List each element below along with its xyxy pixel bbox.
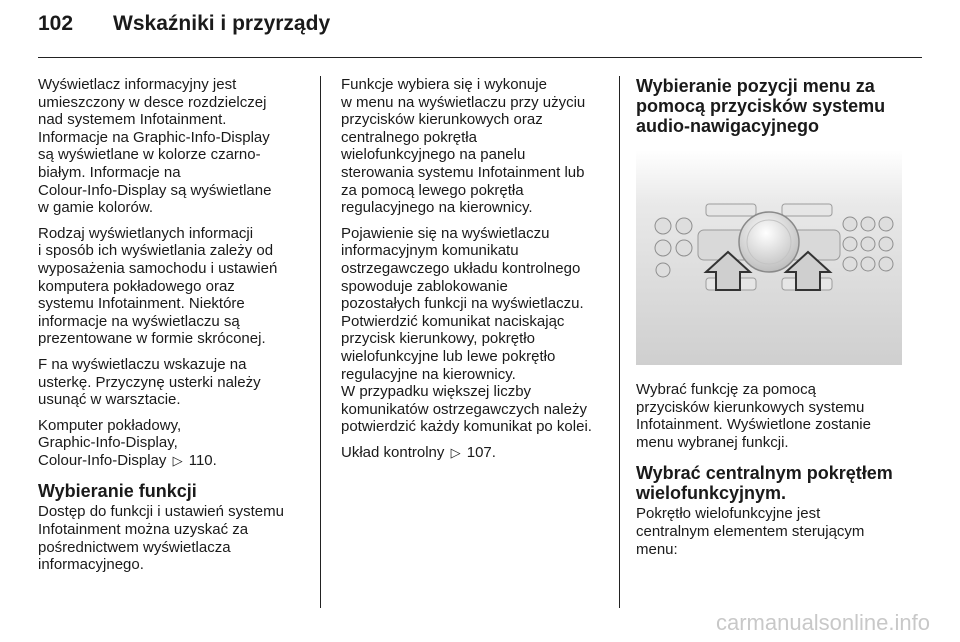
text-line: regulacyjne na kierownicy. [341,365,516,383]
text-line: w menu na wyświetlaczu przy użyciu [341,93,586,111]
paragraph [38,503,310,573]
text-line: za pomocą lewego pokrętła [341,181,524,199]
text-line: w gamie kolorów. [38,199,154,217]
text-line: Wyświetlacz informacyjny jest [38,76,237,93]
text-line: potwierdzić każdy komunikat po kolei. [341,418,592,436]
text-line: pozostałych funkcji na wyświetlaczu. [341,295,584,313]
text-line: wielofunkcyjne lub lewe pokrętło [341,347,556,365]
text-line: spowoduje zablokowanie [341,277,508,295]
column-3 [636,76,926,566]
text-line: regulacyjnego na kierownicy. [341,199,533,217]
xref-label: Układ kontrolny [341,443,445,461]
text-line: białym. Informacje na [38,163,181,181]
heading-line: wielofunkcyjnym. [636,483,787,504]
text-line: Pojawienie się na wyświetlaczu [341,224,550,242]
xref-page[interactable]: 107. [466,443,496,461]
text-line: Dostęp do funkcji i ustawień systemu [38,503,284,521]
text-line: informacyjnym komunikatu [341,242,519,260]
text-line: Colour-Info-Display są wyświetlane [38,181,272,199]
text-line: pośrednictwem wyświetlacza [38,538,231,556]
text-line: Informacje na Graphic-Info-Display [38,128,270,146]
text-line: ostrzegawczego układu kontrolnego [341,259,581,277]
heading-line: Wybrać centralnym pokrętłem [636,463,893,484]
text-line: Infotainment można uzyskać za [38,521,249,539]
infotainment-panel-photo [636,150,902,365]
text-line: Wybrać funkcję za pomocą [636,381,816,398]
xref-label: Colour-Info-Display [38,451,167,469]
column-divider [320,76,321,608]
page-header [38,12,330,36]
text-line: informacyjnego. [38,556,144,574]
paragraph [636,381,926,451]
paragraph [38,225,310,348]
text-line: są wyświetlane w kolorze czarno- [38,146,261,164]
paragraph [38,417,310,470]
heading-line: audio-nawigacyjnego [636,116,820,136]
text-line: centralnym elementem sterującym [636,522,865,540]
column-2 [341,76,607,469]
paragraph [341,76,607,217]
text-line: przycisków kierunkowych oraz [341,111,543,129]
column-1 [38,76,310,582]
text-line: przycisk kierunkowy, pokrętło [341,330,535,348]
text-line [38,452,310,470]
text-line: usterkę. Przyczynę usterki należy [38,373,261,391]
text-line: Komputer pokładowy, [38,416,182,434]
text-line [341,444,607,462]
text-line: menu: [636,540,678,558]
watermark: carmanualsonline.info [715,610,930,635]
triangle-right-icon: ▷ [450,444,461,460]
text-line: umieszczony w desce rozdzielczej [38,93,267,111]
text-line: Infotainment. Wyświetlone zostanie [636,416,871,434]
section-heading [636,76,926,136]
text-line: Funkcje wybiera się i wykonuje [341,76,547,93]
text-line: nad systemem Infotainment. [38,111,227,129]
column-divider [619,76,620,608]
text-line: centralnego pokrętła [341,128,477,146]
text-line: komputera pokładowego oraz [38,277,235,295]
text-line: usunąć w warsztacie. [38,391,181,409]
text-line: wielofunkcyjnego na panelu [341,146,526,164]
text-line: prezentowane w formie skróconej. [38,330,266,348]
text-line: Rodzaj wyświetlanych informacji [38,224,254,242]
paragraph [341,444,607,462]
text-line: i sposób ich wyświetlania zależy od [38,242,274,260]
header-rule [38,57,922,58]
text-line: przycisków kierunkowych systemu [636,398,865,416]
text-line: wyposażenia samochodu i ustawień [38,259,278,277]
section-heading [636,463,926,503]
paragraph [636,505,926,558]
triangle-right-icon: ▷ [172,452,183,468]
text-line: Pokrętło wielofunkcyjne jest [636,505,821,523]
heading-line: pomocą przycisków systemu [636,96,886,116]
paragraph [38,76,310,217]
text-line: F na wyświetlaczu wskazuje na [38,355,247,373]
text-line: Potwierdzić komunikat naciskając [341,312,565,330]
text-line: W przypadku większej liczby [341,383,532,401]
text-line: informacje na wyświetlaczu są [38,312,240,330]
text-line: Graphic-Info-Display, [38,434,178,452]
xref-page[interactable]: 110. [188,451,217,469]
paragraph [341,225,607,436]
page-number: 102 [38,12,74,35]
heading-line: Wybieranie pozycji menu za [636,76,875,96]
text-line: komunikatów ostrzegawczych należy [341,400,587,418]
text-line: sterowania systemu Infotainment lub [341,163,585,181]
text-line: systemu Infotainment. Niektóre [38,295,245,313]
text-line: menu wybranej funkcji. [636,433,789,451]
section-heading: Wybieranie funkcji [38,481,197,502]
paragraph [38,356,310,409]
page-title: Wskaźniki i przyrządy [113,12,331,35]
